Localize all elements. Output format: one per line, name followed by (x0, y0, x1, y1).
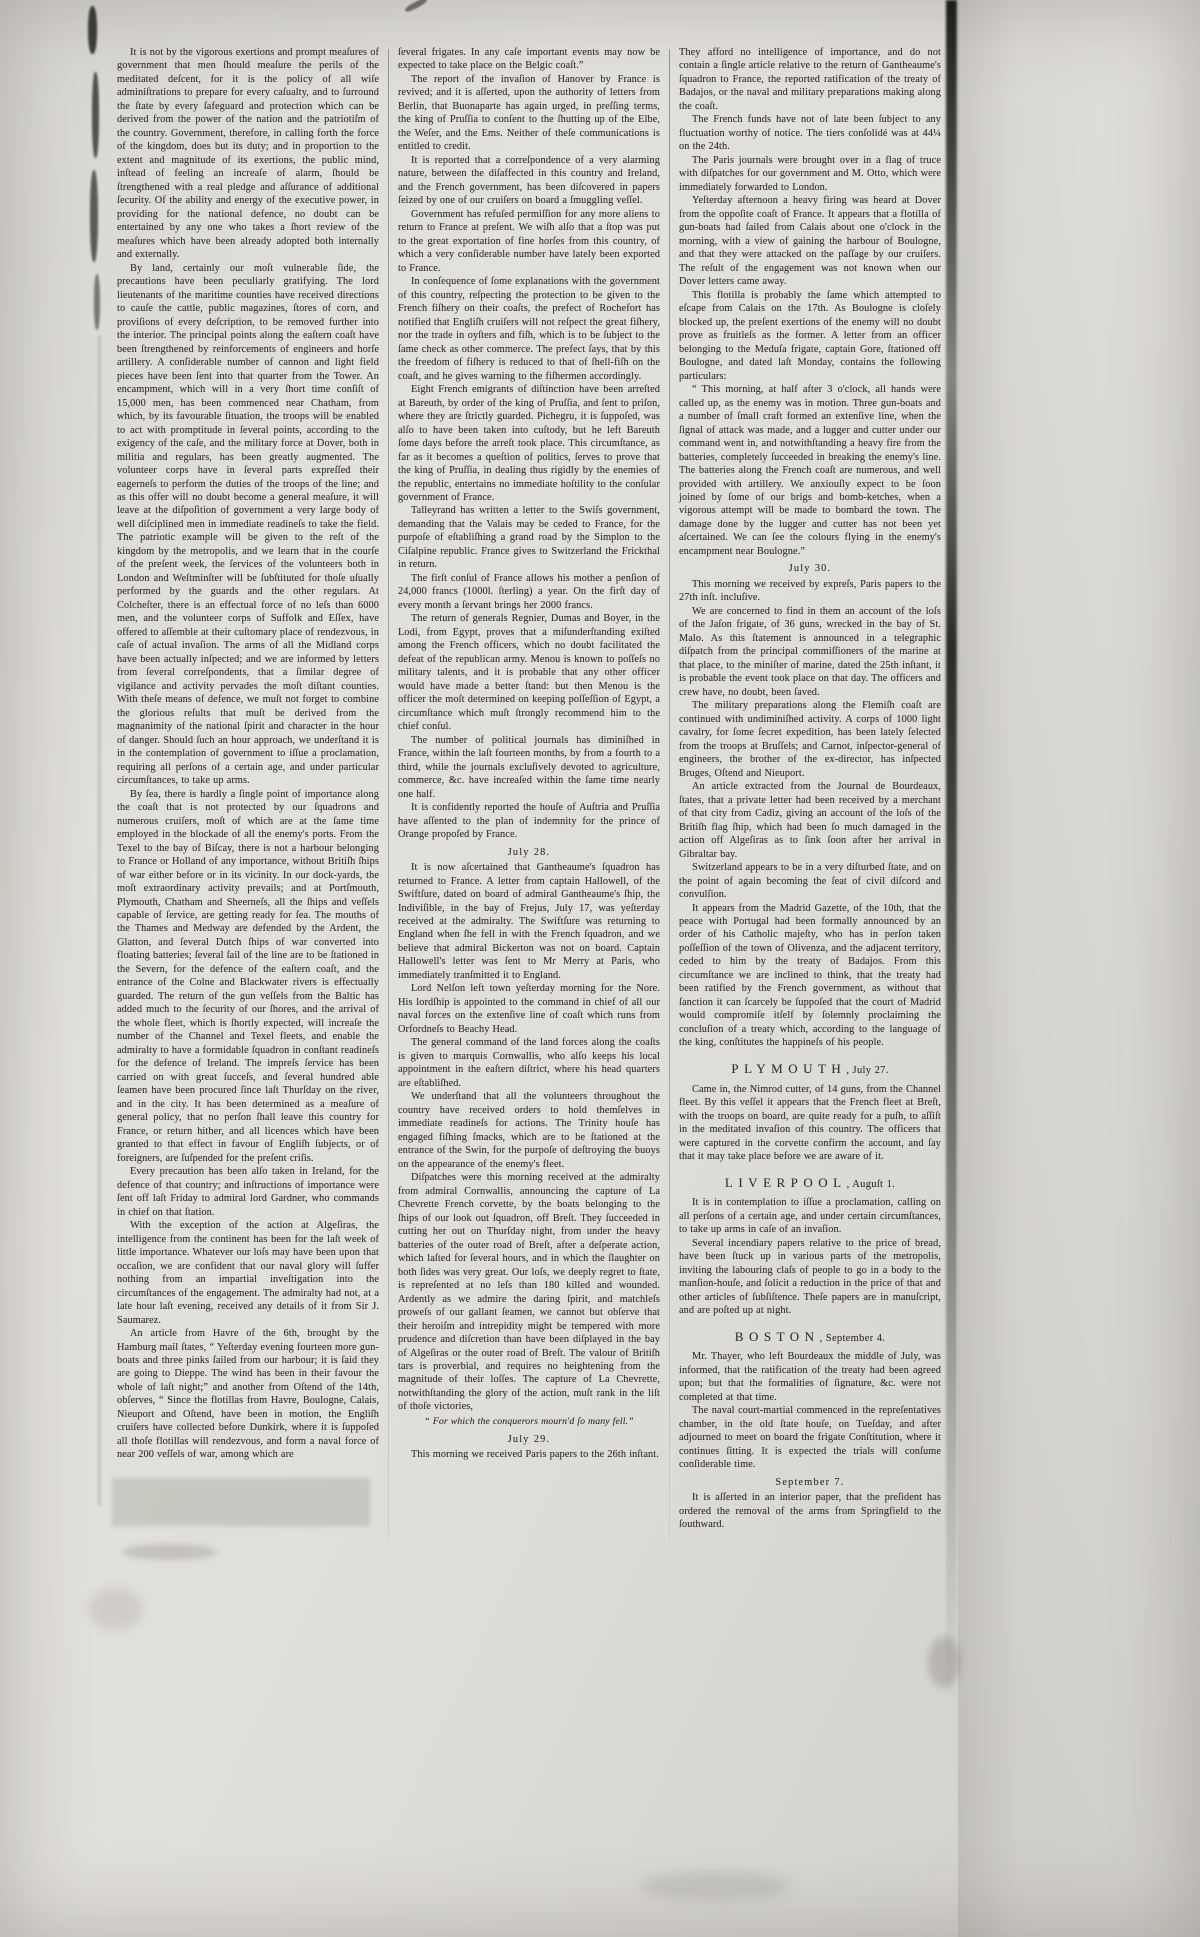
article-paragraph: It appears from the Madrid Gazette, of the 10th, that the peace with Portugal had been formally announced by an order of his Catholic majeſty, who has in perſon taken poſſeſſion of the town of Olivenza, and the adjacent territory, ceded to him by the treaty of Badajos. From this circumſtance we are inclined to think, that the treaty had been ratified by the French government, as without that ſanction it can ſcarcely be ſuppoſed that the court of Madrid would compromiſe itſelf by ſolemnly proclaiming the concluſion of a treaty which, according to the language of the king, conſtitutes the happineſs of his people. (679, 902, 941, 1049)
article-paragraph: An article from Havre of the 6th, brought by the Hamburg mail ſtates, “ Yeſterday evening fourteen more gun-boats and three pinks ſailed from our harbour; it is ſaid they are going to Dieppe. The wind has been in their favour the whole of laſt night;” and another from Oſtend of the 14th, obſerves, “ Since the flotillas from Havre, Boulogne, Calais, Nieuport and Oſtend, have been in motion, the Engliſh cruiſers have collected before Dunkirk, where it is ſuppoſed all thoſe flotillas will rendezvous, and form a naval force of near 200 veſſels of war, among which are (117, 1328, 379, 1461)
dateline-date: , July 27. (846, 1064, 889, 1076)
article-paragraph: The naval court-martial commenced in the repreſentatives chamber, in the old ſtate houſe, on Tueſday, and after adjourned to meet on board the frigate Conſtitution, where it continues ſitting. It is expected the trials will conſume conſiderable time. (679, 1405, 941, 1471)
article-paragraph: “ This morning, at half after 3 o'clock, all hands were called up, as the enemy was in motion. Three gun-boats and a number of ſmall craft formed an extenſive line, when the ſignal of attack was made, and a lugger and cutter under our command went in, and notwithſtanding a heavy fire from the batteries, completely ſucceeded in breaking the enemy's line. The batteries along the French coaſt are numerous, and well provided with artillery. We anxiouſly expect to be ſoon joined by ſome of our brigs and bomb-ketches, when a vigorous attempt will be made to bombard the town. The damage done by the lugger and cutter has not been yet aſcertained. We can ſee the colours flying in the enemy's encampment near Boulogne.” (679, 384, 941, 557)
article-paragraph: We are concerned to find in them an account of the loſs of the Jaſon frigate, of 36 guns, wrecked in the bay of St. Malo. As this ſtatement is announced in a telegraphic diſpatch from the principal commiſſioners of the marine at that place, to the miniſter of marine, dated the 25th inſtant, it is probable the event took place on that day. The officers and crew have, no doubt, been ſaved. (679, 605, 941, 698)
article-paragraph: In conſequence of ſome explanations with the government of this country, reſpecting the protection to be given to the French fiſhery on their coaſts, the prefect of Rochefort has notified that Engliſh cruiſers will not reſpect the great fiſhery, nor the trade in oyſters and fiſh, which is to be ſubject to the ſame check as other commerce. The prefect ſays, that by this the freedom of fiſhery is reduced to that of ſhell-fiſh on the coaſt, and he gives warning to the fiſhermen accordingly. (398, 276, 660, 382)
dateline-city: LIVERPOOL (724, 1174, 847, 1190)
article-paragraph: The report of the invaſion of Hanover by France is revived; and it is aſſerted, upon the authority of letters from Berlin, that Buonaparte has again urged, in preſſing terms, the king of Pruſſia to conſent to the ſhutting up of the Elbe, the Weſer, and the Ems. Neither of theſe communications is entitled to credit. (398, 73, 660, 153)
dateline-date: , Auguſt 1. (846, 1178, 896, 1190)
article-paragraph: By ſea, there is hardly a ſingle point of importance along the coaſt that is not protected by our ſquadrons and numerous cruiſers, moſt of which are at the ſame time employed in the blockade of all the enemy's ports. From the Texel to the bay of Biſcay, there is not a harbour belonging to France or Holland of any importance, without Britiſh ſhips of war either before or in its vicinity. In our dock-yards, the moſt extraordinary activity prevails; and at Portſmouth, Plymouth, Chatham and Sheerneſs, all the ſhips and veſſels capable of ſervice, are getting ready for ſea. The mouths of the Thames and Medway are defended by the Ardent, the Glatton, and ſeveral Dutch ſhips of war converted into floating batteries; ſeveral ſail of the line are to be ſtationed in the Severn, for the defence of the eaſtern coaſt, and the entrance of the Colne and Blackwater rivers is effectually guarded. The return of the gun veſſels from the Baltic has added much to the ſecurity of our ſhores, and the arrival of the whole fleet, which is ſhortly expected, will increaſe the number of the Channel and Texel fleets, and enable the admiralty to have a formidable ſquadron in conſtant readineſs for the defence of Ireland. The impreſs ſervice has been carried on with great ſucceſs, and ſeveral hundred able ſeamen have been procured ſince laſt Thurſday on the river, and in the city. It has been determined as a meaſure of general policy, that no perſon ſhall leave this country for France, or return hither, and all licences which have been granted to that effect in favour of Engliſh ſubjects, or of foreigners, are ſuſpended for the preſent criſis. (117, 788, 379, 1164)
article-paragraph: We underſtand that all the volunteers throughout the country have received orders to hold themſelves in immediate readineſs for actions. The Trinity houſe has engaged fiſhing ſmacks, which are to be ſtationed at the entrance of the Swin, for the purpoſe of deſtroying the buoys on the appearance of the enemy's fleet. (398, 1091, 660, 1170)
scan-smudge (404, 0, 428, 13)
article-paragraph: Several incendiary papers relative to the price of bread, have been ſtuck up in various parts of the metropolis, inviting the labouring claſs of people to go in a body to the manſion-houſe, and ſolicit a reduction in the price of that and other articles of ſubſiſtence. Theſe papers are in manuſcript, and are poſted up at night. (679, 1237, 941, 1317)
binding-shadow-line (98, 336, 101, 1506)
scan-smudge (88, 1588, 143, 1630)
article-paragraph: It is aſſerted in an interior paper, that the preſident has ordered the removal of the arms from Springfield to the ſouthward. (679, 1492, 941, 1531)
article-paragraph: With the exception of the action at Algeſiras, the intelligence from the continent has been for the laſt week of little importance. Whatever our loſs may have been upon that occaſion, we are confident that our naval glory will ſuffer nothing from an impartial inveſtigation into the circumſtances of the engagement. The admiralty had not, at a late hour laſt evening, received any details of it from Sir J. Saumarez. (117, 1220, 379, 1326)
article-paragraph: They afford no intelligence of importance, and do not contain a ſingle article relative to the return of Gantheaume's ſquadron to France, the reported ratification of the treaty of Badajos, or the naval and military preparations making along the coaſt. (679, 47, 941, 112)
article-paragraph: The firſt conſul of France allows his mother a penſion of 24,000 francs (1000l. ſterling) a year. On the firſt day of every month a ſervant brings her 2000 francs. (398, 572, 660, 611)
dateline-date: , September 4. (819, 1332, 886, 1344)
article-paragraph: It is now aſcertained that Gantheaume's ſquadron has returned to France. A letter from captain Hallowell, of the Swiftſure, dated on board of admiral Gantheaume's ſhip, the Indiviſible, in the bay of Frejus, July 17, was yeſterday received at the admiralty. The Swiftſure was returning to England when ſhe fell in with the French ſquadron, and we believe that admiral Bickerton was not on board. Captain Hallowell's letter was ſent to Mr Merry at Paris, who immediately tranſmitted it to England. (398, 862, 660, 981)
article-paragraph: Talleyrand has written a letter to the Swiſs government, demanding that the Valais may be ceded to France, for the purpoſe of eſtabliſhing a grand road by the Simplon to the Ciſalpine republic. France gives to Switzerland the Frickthal in return. (398, 505, 660, 571)
article-paragraph: It is reported that a correſpondence of a very alarming nature, between the diſaffected in this country and Ireland, and the French government, has been diſcovered in papers ſeized by one of our cruiſers on board a ſmuggling veſſel. (398, 154, 660, 207)
article-paragraph: By land, certainly our moſt vulnerable ſide, the precautions have been peculiarly gratifying. The lord lieutenants of the maritime counties have received directions to cauſe the cattle, public magazines, ſtores of corn, and proviſions of every deſcription, to be removed further into the interior. The principal points along the eaſtern coaſt have been ſtrengthened by reinforcements of engineers and horſe artillery. A conſiderable number of cannon and light field pieces have been ſent into that quarter from the Tower. An encampment, which will in a very ſhort time conſiſt of 15,000 men, has been commenced near Chatham, from which, by its favourable ſituation, the troops will be enabled to act with promptitude in ſeveral points, according to the exigency of the caſe, and the military force at Dover, both in militia and regulars, has been greatly augmented. The volunteer corps have in ſeveral parts expreſſed their eagerneſs to perform the duties of the troops of the line; and as this offer will no doubt become a general meaſure, it will leave at the diſpoſition of government a very large body of well diſciplined men in immediate readineſs to take the field. The patriotic example will be given to the reſt of the kingdom by the metropolis, and we learn that in the courſe of the preſent week, the ſervices of the volunteers both in London and Weſtminſter will be ſubſtituted for thoſe uſually performed by the guards and the other regulars. At Colcheſter, there is an effectual force of no leſs than 6000 men, and the volunteer corps of Suffolk and Eſſex, have offered to aſſemble at their cuſtomary place of rendezvous, in caſe of actual invaſion. The arms of all the Midland corps have been actually inſpected; and we are informed by letters from ſeveral correſpondents, that a ſimilar degree of vigilance and activity pervades the moſt diſtant counties. With theſe means of defence, we muſt not forget to combine the glorious reſults that muſt be derived from the magnanimity of the national ſpirit and character in the hour of danger. Should ſuch an hour approach, we underſtand it is in the contemplation of government to iſſue a proclamation, requiring all perſons of a certain age, and under particular circumſtances, to take up arms. (117, 262, 379, 787)
article-paragraph: Yeſterday afternoon a heavy firing was heard at Dover from the oppoſite coaſt of France. It appears that a flotilla of gun-boats had ſailed from Calais about one o'clock in the morning, with a view of gaining the harbour of Boulogne, and that they were attacked on the paſſage by our cruiſers. The reſult of the engagement was not known when our Dover letters came away. (679, 195, 941, 288)
article-paragraph: The military preparations along the Flemiſh coaſt are continued with undiminiſhed activity. A corps of 1000 light cavalry, for ſome ſecret expedition, has been lately ſelected from the troops at Bruſſels; and Carnot, inſpector-general of engineers, the brother of the ex-director, has inſpected Bruges, Oſtend and Nieuport. (679, 700, 941, 779)
section-dateline (679, 1060, 941, 1078)
binding-mark (92, 72, 99, 158)
article-paragraph: The return of generals Regnier, Dumas and Boyer, in the Lodi, from Egypt, proves that a miſunderſtanding exiſted among the French officers, which no doubt facilitated the defeat of the republican army. Menou is known to poſſeſs no military talents, and it is probable that any other officer would have made a better ſtand: but then Menou is the officer the moſt determined on keeping poſſeſſion of Egypt, a circumſtance which muſt ſtrongly recommend him to the chief conſul. (398, 613, 660, 733)
scan-smudge (928, 1636, 960, 1688)
article-paragraph: Switzerland appears to be in a very diſturbed ſtate, and on the point of again becoming the ſeat of civil diſcord and convulſion. (679, 862, 941, 901)
newspaper-column-1 (108, 46, 388, 1541)
date-heading: July 30. (788, 563, 832, 575)
article-paragraph: An article extracted from the Journal de Bourdeaux, ſtates, that a private letter had been received by a merchant of that city from Cadiz, giving an account of the loſs of the Britiſh flag ſhip, which had been ſo much damaged in the action off Algeſiras as to ſink ſoon after her arrival in Gibraltar bay. (679, 781, 941, 860)
article-paragraph: It is confidently reported the houſe of Auſtria and Pruſſia have aſſented to the plan of indemnity for the prince of Orange propoſed by France. (398, 802, 660, 841)
article-paragraph: The French funds have not of late been ſubject to any fluctuation worthy of notice. The tiers conſolidé was at 44¼ on the 24th. (679, 114, 941, 153)
binding-mark (88, 6, 97, 54)
binding-mark (90, 170, 98, 262)
article-paragraph: This flotilla is probably the ſame which attempted to eſcape from Calais on the 17th. As Boulogne is cloſely blocked up, the preſent exertions of the enemy will no doubt prove as fruitleſs as the former. A letter from an officer belonging to the Meduſa frigate, captain Gore, ſtationed off Boulogne, and dated laſt Monday, contains the following particulars: (679, 289, 941, 382)
newspaper-column-2 (389, 46, 669, 1541)
article-paragraph: This morning we received by expreſs, Paris papers to the 27th inſt. incluſive. (679, 578, 941, 604)
newspaper-column-3 (670, 46, 950, 1541)
article-paragraph: Government has refuſed permiſſion for any more aliens to return to France at preſent. We wiſh alſo that a ſtop was put to the great exportation of fine horſes from this country, of which a very conſiderable number have lately been exported to France. (398, 208, 660, 274)
article-paragraph: Lord Nelſon left town yeſterday morning for the Nore. His lordſhip is appointed to the command in chief of all our naval forces on the extenſive line of coaſt which runs from Orfordneſs to Beachy Head. (398, 983, 660, 1035)
newspaper-text-area (108, 46, 950, 1541)
article-paragraph: The general command of the land forces along the coaſts is given to marquis Cornwallis, who alſo keeps his local appointment in the eaſtern diſtrict, where his head quarters are eſtabliſhed. (398, 1037, 660, 1089)
article-paragraph: Every precaution has been alſo taken in Ireland, for the defence of that country; and inſtructions of importance were ſent off laſt Friday to admiral lord Gardner, who commands in chief on that ſtation. (117, 1166, 379, 1218)
scan-right-edge-shade (958, 0, 1200, 1937)
article-paragraph: Diſpatches were this morning received at the admiralty from admiral Cornwallis, announcing the capture of La Chevrette French corvette, by the boats belonging to the ſhips of our look out ſquadron, off Breſt. They ſucceeded in cutting her out on Thurſday night, from under the heavy batteries of the outer road of Breſt, after a deſperate action, which laſted for ſeveral hours, and in which the ſlaughter on both ſides was very great. Our loſs, we deeply regret to ſtate, is repreſented at no leſs than 180 killed and wounded. Ardently as we admire the daring ſpirit, and matchleſs proweſs of our gallant ſeamen, we cannot but obſerve that their heroiſm and intrepidity might be tempered with more prudence and diſcretion than have been diſplayed in the bay of Algeſiras or the outer road of Breſt. The valour of Britiſh tars is proverbial, and requires no heightening from the magnitude of their loſſes. The capture of La Chevrette, notwithſtanding the glory of the action, muſt rank in the liſt of thoſe victories, (398, 1172, 660, 1413)
article-paragraph: It is in contemplation to iſſue a proclamation, calling on all perſons of a certain age, and under certain circumſtances, to take up arms in caſe of an invaſion. (679, 1197, 941, 1236)
article-paragraph: Came in, the Nimrod cutter, of 14 guns, from the Channel fleet. By this veſſel it appears that the French fleet at Breſt, with the troops on board, are quite ready for a puſh, to aſſiſt in the meditated invaſion of this country. The officers that were captured in the corvette confirm the account, and ſay that it may take place before we are aware of it. (679, 1083, 941, 1163)
article-paragraph: The Paris journals were brought over in a flag of truce with diſpatches for our government and M. Otto, which were immediately forwarded to London. (679, 154, 941, 193)
scan-smudge (640, 1872, 790, 1900)
scan-smudge (122, 1544, 217, 1560)
article-paragraph: Eight French emigrants of diſtinction have been arreſted at Bareuth, by order of the king of Pruſſia, and ſent to priſon, where they are ſtrictly guarded. Pichegru, it is ſuppoſed, was alſo to have been taken into cuſtody, but he left Bareuth ſome days before the arreſt took place. This circumſtance, as far as it becomes a queſtion of politics, ſerves to prove that the king of Pruſſia, in dealing thus rigidly by the enemies of the republic, entertains no immediate hoſtility to the conſular government of France. (398, 384, 660, 503)
article-paragraph: This morning we received Paris papers to the 26th inſtant. (411, 1449, 659, 1461)
date-heading: September 7. (775, 1476, 845, 1488)
dateline-city: PLYMOUTH (731, 1060, 847, 1076)
binding-mark (94, 274, 100, 330)
section-dateline (679, 1328, 941, 1346)
article-paragraph: It is not by the vigorous exertions and prompt meaſures of government that men ſhould meaſure the perils of the meditated deſcent, for it is the policy of all wiſe adminiſtrations to prepare for every caſualty, and to ſurround the ſtate by every ſafeguard and protection which can be derived from the power of the nation and the patriotiſm of the country. Government, therefore, in calling forth the force of the kingdom, does but its duty; and in proportion to the extent and magnitude of its exertions, the public mind, inſtead of feeling an increaſe of alarm, ſhould be ſtrengthened with a real pledge and aſſurance of additional ſecurity. Of the ability and energy of the executive power, in providing for the national defence, no doubt can be entertained by any one who takes a ſhort review of the meaſures which have been already adopted both internally and externally. (117, 47, 379, 261)
date-heading: July 29. (507, 1433, 551, 1445)
verse-quote: “ For which the conquerors mourn'd ſo many fell.” (424, 1415, 634, 1427)
article-paragraph: The number of political journals has diminiſhed in France, within the laſt fourteen months, by from a fourth to a third, while the journals excluſively devoted to agriculture, commerce, &c. have increaſed within the ſame time nearly one half. (398, 734, 660, 800)
dateline-city: BOSTON (734, 1328, 820, 1344)
article-paragraph: Mr. Thayer, who left Bourdeaux the middle of July, was informed, that the ratification of the treaty had been agreed upon; but that the formalities of ſignature, &c. were not completed at that time. (679, 1351, 941, 1403)
date-heading: July 28. (507, 846, 551, 858)
section-dateline (679, 1174, 941, 1192)
article-paragraph: ſeveral frigates. In any caſe important events may now be expected to take place on the Belgic coaſt.” (398, 47, 660, 72)
